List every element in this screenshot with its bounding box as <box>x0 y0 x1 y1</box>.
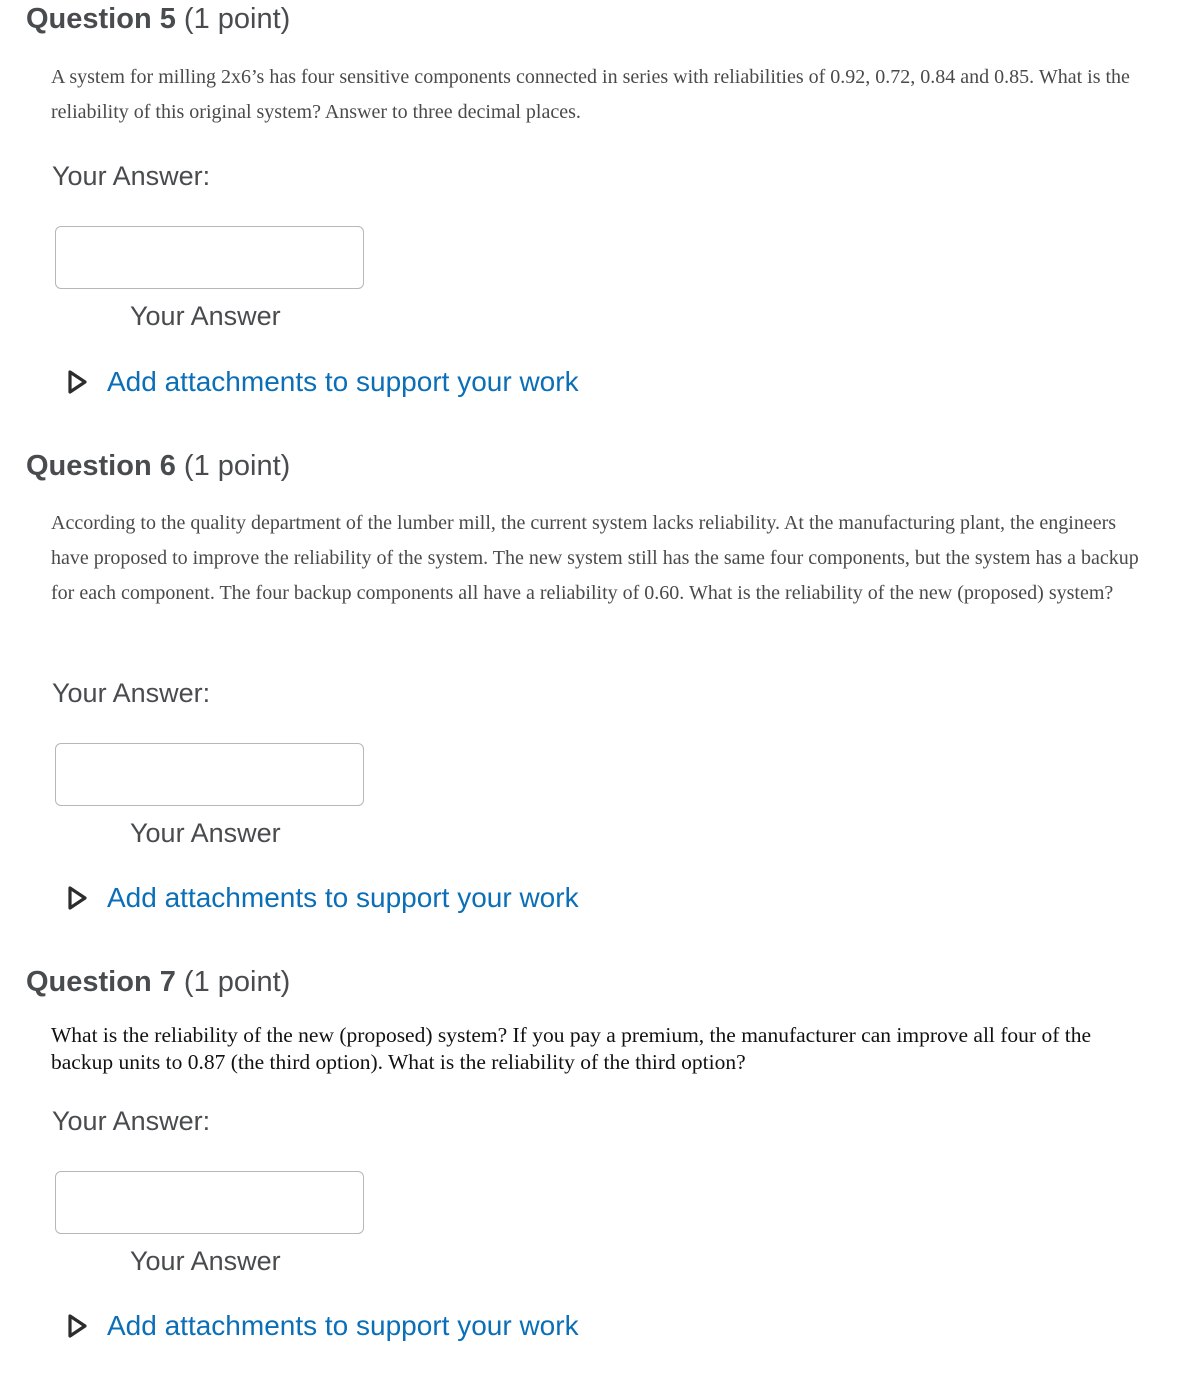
question-text: What is the reliability of the new (proposed) system? If you pay a premium, the manufacturer can improve all four of the backup units to 0.87 (the third option). What is the reliability of the third option? <box>51 1023 1092 1074</box>
answer-label: Your Answer: <box>52 161 211 191</box>
question-text: According to the quality department of the lumber mill, the current system lacks reliability. At the manufacturing plant, the engineers have proposed to improve the reliability of the system. The new system still has the same four components, but the system has a backup for each component. The four backup components all have a reliability of 0.60. What is the reliability of the new (proposed) system? <box>51 512 1139 604</box>
answer-input-caption: Your Answer <box>130 1246 281 1276</box>
caret-right-outline-icon <box>66 885 88 911</box>
answer-input[interactable] <box>55 226 364 289</box>
question-number: Question 5 <box>26 3 176 35</box>
answer-label: Your Answer: <box>52 1106 211 1136</box>
add-attachments-toggle[interactable] <box>66 364 579 400</box>
answer-label: Your Answer: <box>52 678 211 708</box>
question-number: Question 6 <box>26 450 176 482</box>
add-attachments-toggle[interactable] <box>66 880 579 916</box>
question-number: Question 7 <box>26 966 176 998</box>
answer-input-caption: Your Answer <box>130 301 281 331</box>
question-points: (1 point) <box>183 3 291 35</box>
question-title <box>26 965 290 999</box>
caret-right-outline-icon <box>66 1313 88 1339</box>
question-title <box>26 449 290 483</box>
question-points: (1 point) <box>183 966 291 998</box>
add-attachments-toggle[interactable] <box>66 1308 579 1344</box>
answer-input[interactable] <box>55 743 364 806</box>
add-attachments-link[interactable]: Add attachments to support your work <box>107 882 579 913</box>
add-attachments-link[interactable]: Add attachments to support your work <box>107 366 579 397</box>
question-points: (1 point) <box>183 450 291 482</box>
answer-input[interactable] <box>55 1171 364 1234</box>
caret-right-outline-icon <box>66 369 88 395</box>
answer-input-caption: Your Answer <box>130 818 281 848</box>
question-title <box>26 2 290 36</box>
add-attachments-link[interactable]: Add attachments to support your work <box>107 1310 579 1341</box>
question-text: A system for milling 2x6’s has four sensitive components connected in series with reliabilities of 0.92, 0.72, 0.84 and 0.85. What is the reliability of this original system? Answer to three decimal places. <box>51 66 1130 123</box>
